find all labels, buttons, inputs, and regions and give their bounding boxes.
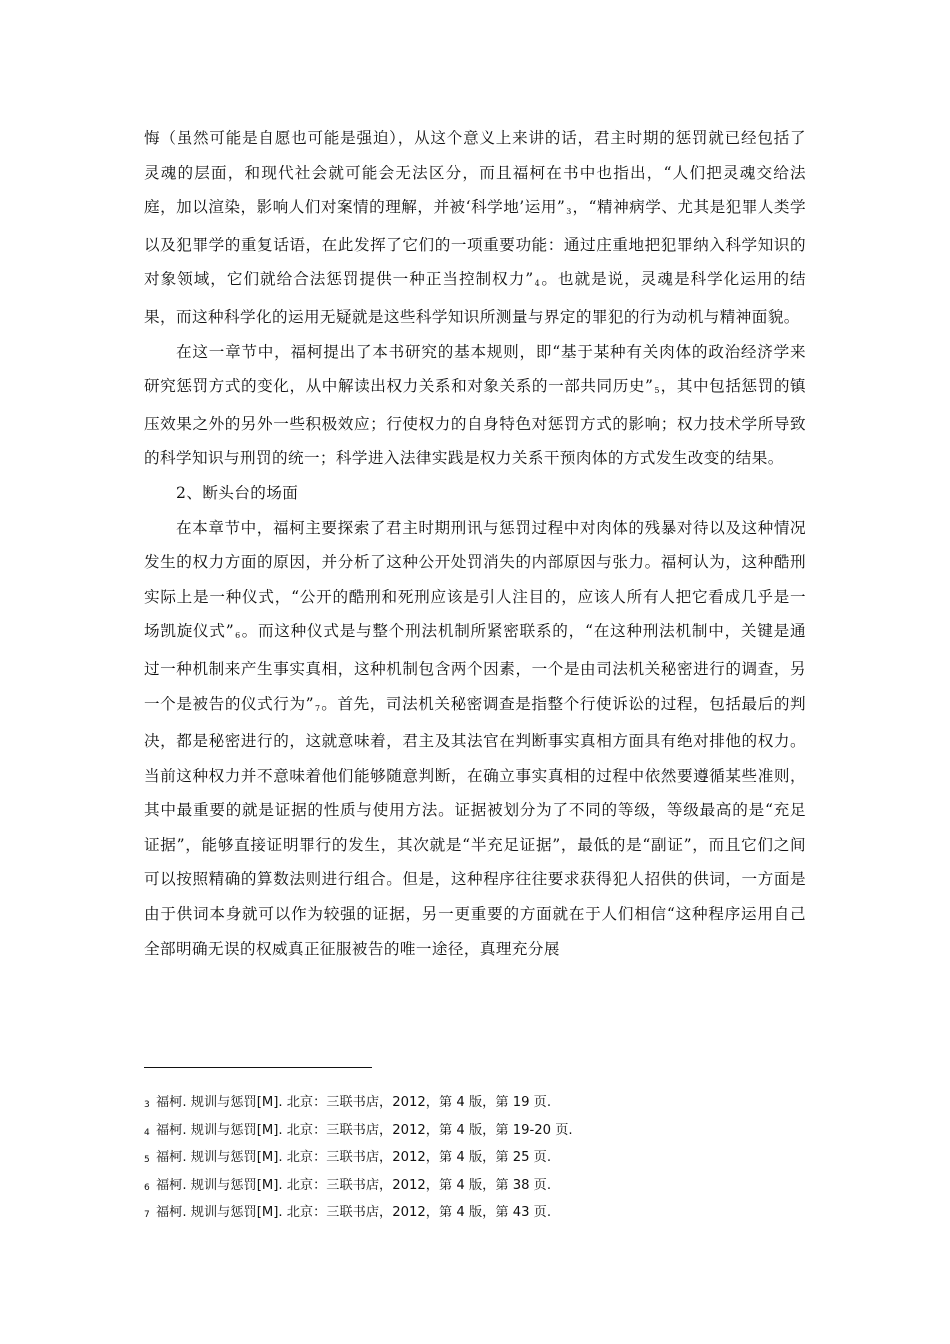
footnote-reference[interactable]: 6 [235,631,241,641]
paragraph-text: 在这一章节中，福柯提出了本书研究的基本规则，即“基于某种有关肉体的政治经济学来研究惩罚方式的变化，从中解读出权力关系和对象关系的一部共同历史” [144,342,806,396]
paragraph-text: 。而这种仪式是与整个刑法机制所紧密联系的，“在这种刑法机制中，关键是通过一种机制来产生事实真相，这种机制包含两个因素，一个是由司法机关秘密进行的调查，另一个是被告的仪式行为” [144,622,806,713]
footnote-number: 6 [144,1182,150,1193]
footnote-item [144,1118,806,1146]
footnote-text: 福柯. 规训与惩罚[M]. 北京：三联书店，2012，第 4 版，第 19-20 页. [156,1122,573,1138]
paragraph [144,121,806,335]
paragraph [144,335,806,476]
paragraph [144,511,806,967]
footnote-reference[interactable]: 7 [315,703,321,713]
paragraph-text: ，“精神病学、尤其是犯罪人类学以及犯罪学的重复话语，在此发挥了它们的一项重要功能：通过庄重地把犯罪纳入科学知识的对象领域，它们就给合法惩罚提供一种正当控制权力” [144,198,806,289]
footnote-item [144,1200,806,1228]
paragraph-text: 。首先，司法机关秘密调查是指整个行使诉讼的过程，包括最后的判决，都是秘密进行的，这就意味着，君主及其法官在判断事实真相方面具有绝对排他的权力。当前这种权力并不意味着他们能够随意判断，在确立事实真相的过程中依然要遵循某些准则，其中最重要的就是证据的性质与使用方法。证据被划分为了不同的等级，等级最高的是“充足证据”，能够直接证明罪行的发生，其次就是“半充足证据”，最低的是“副证”，而且它们之间可以按照精确的算数法则进行组合。但是，这种程序往往要求获得犯人招供的供词，一方面是由于供词本身就可以作为较强的证据，另一更重要的方面就在于人们相信“这种程序运用自己全部明确无误的权威真正征服被告的唯一途径，真理充分展 [144,694,806,958]
footnote-reference[interactable]: 5 [654,386,660,396]
paragraph [144,476,806,511]
paragraph-text: 悔（虽然可能是自愿也可能是强迫），从这个意义上来讲的话，君主时期的惩罚就已经包括了灵魂的层面，和现代社会就可能会无法区分，而且福柯在书中也指出，“人们把灵魂交给法庭，加以渲染，影响人们对案情的理解，并被‘科学地’运用” [144,129,806,217]
footnote-text: 福柯. 规训与惩罚[M]. 北京：三联书店，2012，第 4 版，第 19 页. [156,1095,552,1110]
footnote-text: 福柯. 规训与惩罚[M]. 北京：三联书店，2012，第 4 版，第 43 页. [156,1205,552,1220]
footnote-number: 3 [144,1100,150,1110]
footnote-separator [144,1067,372,1068]
footnote-number: 5 [144,1155,150,1165]
footnote-number: 4 [144,1127,150,1138]
footnote-text: 福柯. 规训与惩罚[M]. 北京：三联书店，2012，第 4 版，第 38 页. [156,1177,552,1193]
footnote-item [144,1145,806,1173]
paragraph-text: 在本章节中，福柯主要探索了君主时期刑讯与惩罚过程中对肉体的残暴对待以及这种情况发生的权力方面的原因，并分析了这种公开处罚消失的内部原因与张力。福柯认为，这种酷刑实际上是一种仪式，“公开的酷刑和死刑应该是引人注目的，应该人所有人把它看成几乎是一场凯旋仪式” [144,518,806,641]
footnote-number: 7 [144,1210,150,1220]
paragraph-text: ，其中包括惩罚的镇压效果之外的另外一些积极效应；行使权力的自身特色对惩罚方式的影响；权力技术学所导致的科学知识与刑罚的统一；科学进入法律实践是权力关系干预肉体的方式发生改变的结果。 [144,377,806,468]
footnote-reference[interactable]: 3 [566,207,572,217]
footnote-text: 福柯. 规训与惩罚[M]. 北京：三联书店，2012，第 4 版，第 25 页. [156,1150,552,1165]
footnote-reference[interactable]: 4 [534,279,540,289]
body-text [144,121,806,966]
footnotes [144,1090,806,1228]
footnote-item [144,1090,806,1118]
footnote-item [144,1173,806,1201]
paragraph-text: 。也就是说，灵魂是科学化运用的结果，而这种科学化的运用无疑就是这些科学知识所测量与界定的罪犯的行为动机与精神面貌。 [144,270,806,326]
paragraph-text: 2、断头台的场面 [176,483,299,502]
